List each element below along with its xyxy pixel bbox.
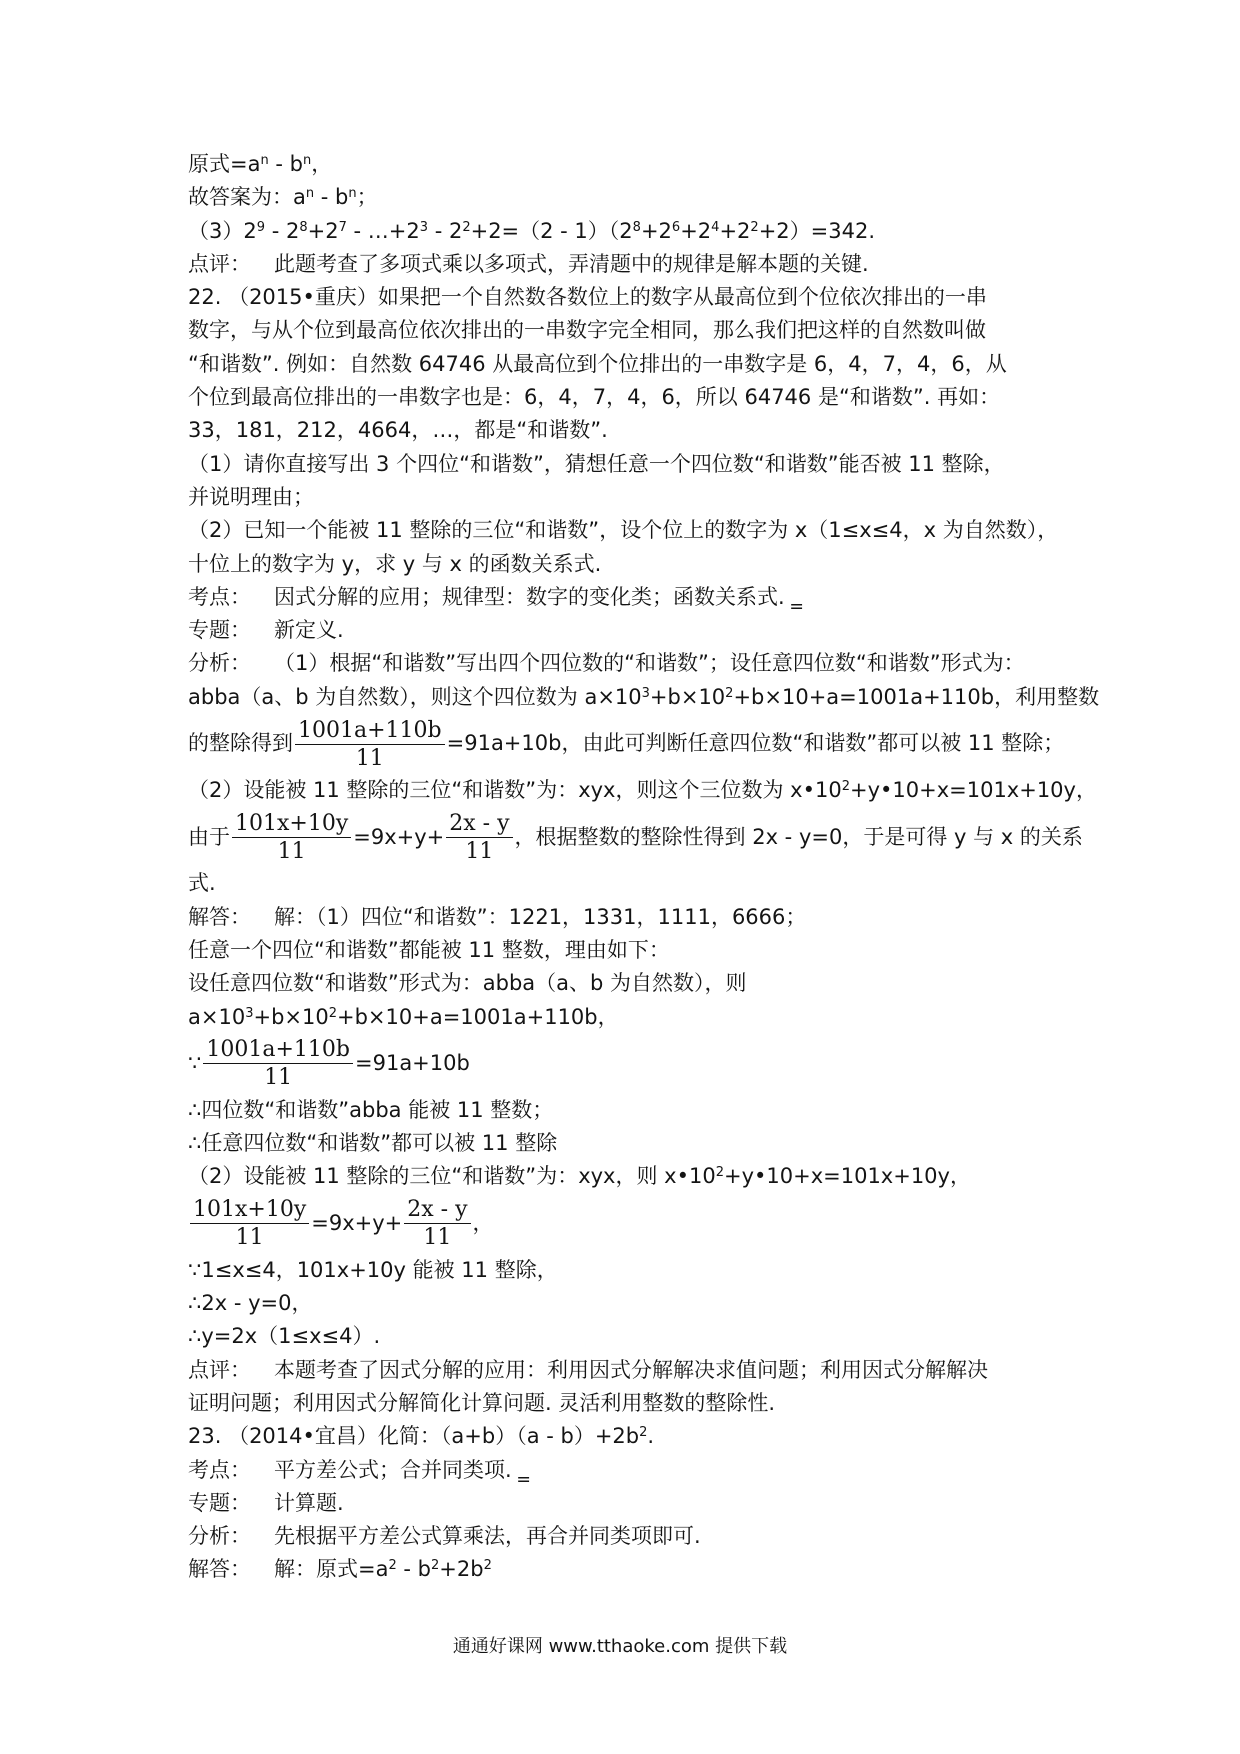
- comment-line: 点评： 此题考查了多项式乘以多项式，弄清题中的规律是解本题的关键.: [188, 248, 1068, 281]
- fraction-numerator: 1001a+110b: [295, 718, 445, 745]
- text-line: 原式$=a^n - b^n$，: [188, 152, 333, 176]
- analysis-line: （2）设能被 11 整除的三位“和谐数”为：xyx，则这个三位数为 $x•10^2+y•10+x=101x+10y$，: [188, 778, 1097, 803]
- fraction-denominator: 11: [235, 1225, 264, 1251]
- fraction: [295, 718, 445, 771]
- problem-22-part-1: 并说明理由；: [188, 484, 314, 509]
- analysis-line: 式.: [188, 871, 216, 896]
- analysis-formula-line: 的整除得到 $\frac{1001a+110b}{11}$ =91a+10b，由此可判断任意四位数“和谐数”都可以被 11 整除；: [188, 717, 1065, 771]
- fraction-numerator: 2x - y: [404, 1197, 470, 1224]
- key-point-line: 考点： 平方差公式；合并同类项. ‗: [188, 1454, 1068, 1487]
- problem-22-text: 22. （2015•重庆）如果把一个自然数各数位上的数字从最高位到个位依次排出的一串: [188, 285, 987, 310]
- analysis-line: abba（a、b 为自然数），则这个四位数为 $a\times 10^3+b\times 10^2+b\times 10+a=1001a+110b$，利用整数: [188, 684, 1100, 709]
- solution-line: ∴四位数“和谐数”abba 能被 11 整数；: [188, 1097, 554, 1122]
- text-line: $(3)2^9 - 2^8+2^7$ - $\dots+2^3 - 2^2+2=(2 - 1)(2^8+2^6+2^4+2^2+2)=342$.: [188, 218, 876, 243]
- solution-line: ∴任意四位数“和谐数”都可以被 11 整除: [188, 1131, 558, 1156]
- key-point-line: 考点： 因式分解的应用；规律型：数字的变化类；函数关系式. ‗: [188, 581, 1068, 614]
- solution-formula-line: ∵ $\frac{1001a+110b}{11}$ =91a+10b: [188, 1037, 470, 1091]
- problem-22-text: 数字，与从个位到最高位依次排出的一串数字完全相同，那么我们把这样的自然数叫做: [188, 318, 986, 343]
- solution-line: 解答： 解：（1）四位“和谐数”：1221，1331，1111，6666；: [188, 901, 1068, 934]
- solution-line: ∴y=2x（1≤x≤4）.: [188, 1324, 381, 1349]
- problem-22-part-2: 十位上的数字为 y，求 y 与 x 的函数关系式.: [188, 551, 602, 576]
- section-label: 解答：: [188, 1557, 251, 1582]
- problem-22-part-1: （1）请你直接写出 3 个四位“和谐数”，猜想任意一个四位数“和谐数”能否被 11 整除，: [188, 451, 1005, 476]
- fraction: [446, 811, 512, 864]
- fraction-numerator: 2x - y: [446, 811, 512, 838]
- comment-line: 证明问题；利用因式分解简化计算问题. 灵活利用整数的整除性.: [188, 1390, 776, 1415]
- solution-line: ∴2x - y=0，: [188, 1291, 313, 1316]
- problem-22-text: “和谐数”. 例如：自然数 64746 从最高位到个位排出的一串数字是 6，4，7，4，6，从: [188, 351, 1007, 376]
- fraction: [404, 1197, 470, 1250]
- fraction-denominator: 11: [264, 1065, 293, 1091]
- fraction-numerator: 1001a+110b: [203, 1037, 353, 1064]
- solution-line: ∵1≤x≤4，101x+10y 能被 11 整除，: [188, 1257, 558, 1282]
- document-body: [188, 148, 1100, 1587]
- solution-line: （2）设能被 11 整除的三位“和谐数”为：xyx，则 $x•10^2+y•10+x=101x+10y$，: [188, 1164, 971, 1189]
- solution-formula-line: $\frac{101x+10y}{11}$ =9x+y+ $\frac{2x - y}{11}$ ，: [188, 1196, 1068, 1252]
- fraction-denominator: 11: [355, 745, 384, 771]
- fraction: [190, 1197, 309, 1250]
- analysis-line: 分析： （1）根据“和谐数”写出四个四位数的“和谐数”；设任意四位数“和谐数”形式为：: [188, 647, 1068, 680]
- solution-line: 解答： 解：原式$=a^2 - b^2+2b^2$: [188, 1553, 1068, 1586]
- fraction-numerator: 101x+10y: [232, 811, 351, 838]
- analysis-formula-line: 由于 $\frac{101x+10y}{11}$ =9x+y+ $\frac{2x - y}{11}$ ，根据整数的整除性得到 2x - y=0，于是可得 y 与 x 的关系: [188, 810, 1083, 864]
- section-label: 点评：: [188, 1357, 251, 1382]
- solution-line: 设任意四位数“和谐数”形式为：abba（a、b 为自然数），则: [188, 971, 747, 996]
- section-label: 考点：: [188, 1457, 251, 1482]
- text-line: 故答案为：$a^n - b^n$；: [188, 185, 378, 210]
- problem-22-text: 个位到最高位排出的一串数字也是：6，4，7，4，6，所以 64746 是“和谐数”. 再如：: [188, 385, 1001, 410]
- fraction-numerator: 101x+10y: [190, 1197, 309, 1224]
- comment-line: 点评： 本题考查了因式分解的应用：利用因式分解解决求值问题；利用因式分解解决: [188, 1354, 1068, 1387]
- fraction: [232, 811, 351, 864]
- section-label: 点评：: [188, 251, 251, 276]
- fraction-denominator: 11: [423, 1225, 452, 1251]
- section-label: 解答：: [188, 904, 251, 929]
- topic-line: 专题： 新定义.: [188, 614, 1068, 647]
- problem-22-text: 33，181，212，4664，…，都是“和谐数”.: [188, 418, 608, 443]
- topic-line: 专题： 计算题.: [188, 1487, 1068, 1520]
- section-label: 专题：: [188, 1490, 251, 1515]
- analysis-line: 分析： 先根据平方差公式算乘法，再合并同类项即可.: [188, 1520, 1068, 1553]
- page-footer: 通通好课网 www.tthaoke.com 提供下载: [452, 1636, 788, 1657]
- solution-line: $a\times 10^3+b\times 10^2+b\times 10+a=1001a+110b$，: [188, 1004, 619, 1029]
- section-label: 考点：: [188, 584, 251, 609]
- fraction-denominator: 11: [277, 838, 306, 864]
- fraction-denominator: 11: [465, 838, 494, 864]
- section-label: 分析：: [188, 651, 251, 676]
- section-label: 专题：: [188, 618, 251, 643]
- problem-23-text: 23. （2014•宜昌）化简：$(a+b)(a - b)+2b^2$.: [188, 1424, 655, 1449]
- fraction: [203, 1037, 353, 1090]
- section-label: 分析：: [188, 1524, 251, 1549]
- problem-22-part-2: （2）已知一个能被 11 整除的三位“和谐数”，设个位上的数字为 x（1≤x≤4，x 为自然数），: [188, 518, 1059, 543]
- solution-line: 任意一个四位“和谐数”都能被 11 整数，理由如下：: [188, 937, 670, 962]
